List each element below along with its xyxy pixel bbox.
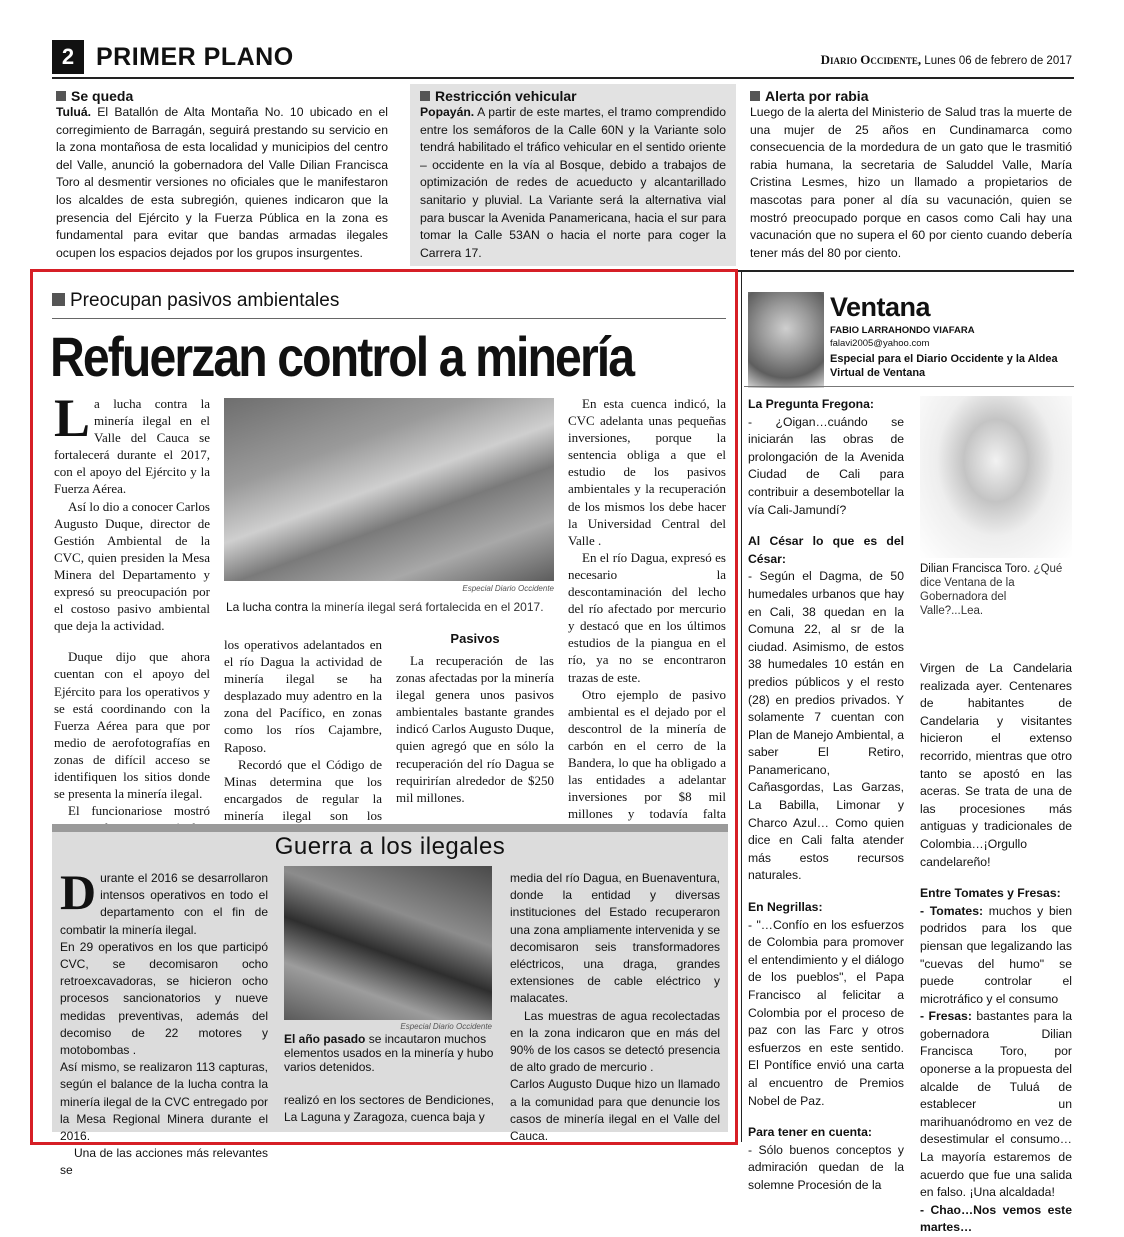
photo-caption: La lucha contra la minería ilegal será fortalecida en el 2017.: [226, 600, 544, 614]
page-number: 2: [52, 40, 84, 74]
sign-off: - Chao…Nos vemos este martes…: [920, 1202, 1072, 1235]
box-header-bar: [52, 824, 728, 832]
ventana-tagline: Especial para el Diario Occidente y la Aldea Virtual de Ventana: [830, 353, 1058, 379]
issue-date: Lunes 06 de febrero de 2017: [924, 55, 1072, 67]
paper-name: Diario Occidente,: [820, 52, 922, 67]
brief-2: [410, 84, 736, 266]
square-bullet-icon: [56, 91, 66, 101]
header-rule: [52, 77, 1074, 79]
brief-title: Se queda: [56, 88, 388, 104]
square-bullet-icon: [750, 91, 760, 101]
headline: Refuerzan control a minería: [50, 325, 634, 388]
main-col-1: La lucha contra la minería ilegal en el Valle del Cauca se fortalecerá durante el 2017, con el apoyo del Ejército y la Fuerza Aérea. Así lo dio a conocer Carlos Augusto Duque, director de Gestión Ambiental de la CVC, quien presiden la Mesa Minera del Departamento y expresó su preocupación por el costoso pasivo ambiental que deja la actividad. Duque dijo que ahora cuentan con el apoyo del Ejército para los operativos y se está coordinando con la Fuerza Aérea para que por medio de aerofotografías en zonas de difícil acceso se identifiquen los sitios donde se presenta la minería ilegal. El funcionariose mostró: [54, 388, 210, 819]
mining-photo: [224, 398, 554, 581]
drop-cap: L: [54, 388, 91, 448]
author-email: falavi2005@yahoo.com: [830, 338, 930, 349]
brief-1: [56, 88, 388, 262]
ventana-col-right: Virgen de La Candelaria realizada ayer. Centenares de habitantes de Candelaria y visitantes hicieron el extenso recorrido, mientras que otro tanto se apostó en las aceras. Se trata de una de las procesiones más antiguas y tradicionales de Colombia…¡Orgullo candelareño! Entre Tomates y Fresas: - Tomates: muchos y bien podridos para los que piensan que legalizando las "cuevas del humo" se puede controlar el microtráfico y el consumo - Fresas: bastantes para la gobernadora Dilian Francisca Toro, por oponerse a la propuesta del alcalde de Tuluá de establecer un marihuanódromo en vez de desestimular el consumo…La mayoría estaremos de acuerdo que fue una salida en falso. ¡Una alcaldada! - Chao…Nos vemos este martes…: [920, 660, 1072, 1237]
right-photo-caption: Dilian Francisca Toro. ¿Qué dice Ventana de la Gobernadora del Valle?...Lea.: [920, 563, 1063, 617]
drop-cap: D: [60, 864, 97, 920]
brief-title: Restricción vehicular: [420, 88, 726, 104]
column-divider: [741, 272, 742, 1142]
kicker: Preocupan pasivos ambientales: [52, 290, 339, 312]
brief-body: Popayán. A partir de este martes, el tramo comprendido entre los semáforos de la Calle 60N y la Variante solo tendrá habilitado el tráfico vehicular en el sentido oriente – occidente en la vía al Bosque, debido a trabajos de optimización de redes de acueducto y alcantarillado sanitario y pluvial. La Variante será la alternativa vial para buscar la Avenida Panamericana, hacia el sur para tomar la Calle 53AN o hacia el norte para coger la Carrera 17.: [420, 105, 727, 260]
author-photo: [748, 292, 824, 388]
main-col-3: Pasivos La recuperación de las zonas afectadas por la minería ilegal genera unos pasivos ambientales bastante grandes indicó Carlos Augusto Duque, quien agregó que en sólo la recuperación del río Dagua se requirirían alrededor de $250 mil millones.: [396, 631, 554, 805]
box-photo-credit: Especial Diario Occidente: [400, 1022, 492, 1031]
brief-body: Tuluá. El Batallón de Alta Montaña No. 10 ubicado en el corregimiento de Barragán, seguirá prestando su servicio en la zona montañosa de esta localidad y municipios del centro del Valle, anunció la gobernadora del Valle Dilian Francisca Toro al desmentir versiones no oficiales que le manifestaron los alcaldes de esta subregión, quienes indicaron que la presencia del Ejército y la Fuerza Pública en la zona es fundamental para evitar que bandas armadas ilegales ocupen los espacios dejados por los grupos insurgentes.: [56, 105, 388, 260]
box-col-2: realizó en los sectores de Bendiciones, La Laguna y Zaragoza, cuenca baja y: [284, 1093, 494, 1125]
main-col-4: En esta cuenca indicó, la CVC adelanta unas pequeñas inversiones, porque la sentencia obliga a que el estudio de los pasivos ambientales y la recuperación de los mismos los debe hacer la Universidad Central del Valle . En el río Dagua, expresó es necesario la descontaminación del lecho del río afectado por mercurio y destacó que en los últimos estudios de la piangua en el río, ya no se encontraron trazas de este. Otro ejemplo de pasivo ambiental es el dejado por el descontrol de la minería de carbón en el cerro de la Bandera, lo que ha obligado a las entidades a adelantar inversiones por $8 mil millones y todavía falta: [568, 396, 726, 822]
photo-credit: Especial Diario Occidente: [462, 584, 554, 593]
brief-body: Luego de la alerta del Ministerio de Salud tras la muerte de una mujer de 25 años en Cundinamarca como consecuencia de la mordedura de un gato que le trasmitió rabia humana, la secretaria de Saluddel Valle, María Cristina Lesmes, hizo un llamado a propietarios de mascotas para poner al día su vacunación, quien se mostró preocupado porque en casos como Cali hay una vacunación que no supera el 60 por ciento cuando debería tener más del 80 por ciento.: [750, 105, 1072, 260]
section-head: Entre Tomates y Fresas:: [920, 886, 1061, 901]
dilian-toro-photo: [920, 396, 1072, 558]
masthead-date: [821, 52, 1072, 68]
box-photo-caption: El año pasado se incautaron muchos elementos usados en la minería y hubo varios detenidos.: [284, 1032, 494, 1074]
main-col-2: los operativos adelantados en el río Dagua la actividad de minería ilegal se ha desplazado muy adentro en la zona del Pacífico, en zonas como los ríos Cajambre, Raposo. Recordó que el Código de Minas determina que los encargados de regular la minería ilegal son los: [224, 637, 382, 823]
section-head: En Negrillas:: [748, 900, 823, 915]
brief-title: Alerta por rabia: [750, 88, 1072, 104]
kicker-rule: [52, 318, 726, 319]
section-head: Al César lo que es del César:: [748, 534, 904, 566]
section-title: PRIMER PLANO: [96, 43, 294, 71]
section-head: La Pregunta Fregona:: [748, 397, 874, 411]
seized-equipment-photo: [284, 866, 492, 1020]
author-name: FABIO LARRAHONDO VIAFARA: [830, 325, 975, 336]
brief-3: [750, 88, 1072, 262]
box-title: Guerra a los ilegales: [274, 833, 506, 860]
ventana-col-left: La Pregunta Fregona: - ¿Oigan…cuándo se iniciarán las obras de prolongación de la Avenida Ciudad de Cali para contribuir a desembotellar la vía Cali-Jamundí? Al César lo que es del César: - Según el Dagma, de 50 humedales urbanos que hay en Cali, 38 quedan en la Comuna 22, al sr de la ciudad. Asimismo, de estos 38 humedales 10 están en predios públicos y el resto (28) en predios privados. Y solamente 7 cuentan con Plan de Manejo Ambiental, a saber El Retiro, Panamericano, Cañasgordas, Las Garzas, La Babilla, Limonar y Charco Azul… Como quien dice en Cali falta atender más estos recursos naturales. En Negrillas: - "…Confío en los esfuerzos de Colombia para promover el entendimiento y el diálogo de los pueblos", el Papa Francisco al felicitar a Colombia por el proceso de paz con las Farc y otros esfuerzos en este sentido. El Pontífice envió una carta al encuentro de Premios Nobel de Paz. Para tener en cuenta: - Sólo buenos conceptos y admiración quedan de la solemne Procesión de la: [748, 397, 904, 1192]
subhead: Pasivos: [450, 631, 500, 646]
square-bullet-icon: [52, 293, 65, 306]
ventana-rule: [744, 386, 1074, 387]
box-col-1: Durante el 2016 se desarrollaron intensos operativos en todo el departamento con el fin de combatir la minería ilegal. En 29 operativos en los que participó CVC, se decomisaron ocho retroexcavadoras, se hicieron ocho procesos sancionatorios y nueve medidas preventivas, además del decomiso de 22 motores y motobombas . Así mismo, se realizaron 113 capturas, según el balance de la lucha contra la minería ilegal de la CVC entregado por la Mesa Regional Minera durante el 2016. Una de las acciones más relevantes se: [60, 864, 268, 1178]
section-head: Para tener en cuenta:: [748, 1125, 872, 1140]
ventana-title: Ventana: [830, 292, 931, 322]
box-col-3: media del río Dagua, en Buenaventura, donde la entidad y diversas instituciones del Estado recuperaron una zona ampliamente intervenida y se decomisaron seis transformadores eléctricos, una draga, grandes extensiones de cable eléctrico y malacates. Las muestras de agua recolectadas en la zona indicaron que en más del 90% de los casos se detectó presencia de alto grado de mercurio . Carlos Augusto Duque hizo un llamado a la comunidad para que denuncie los casos de minería ilegal en el Valle del Cauca.: [510, 871, 720, 1144]
square-bullet-icon: [420, 91, 430, 101]
